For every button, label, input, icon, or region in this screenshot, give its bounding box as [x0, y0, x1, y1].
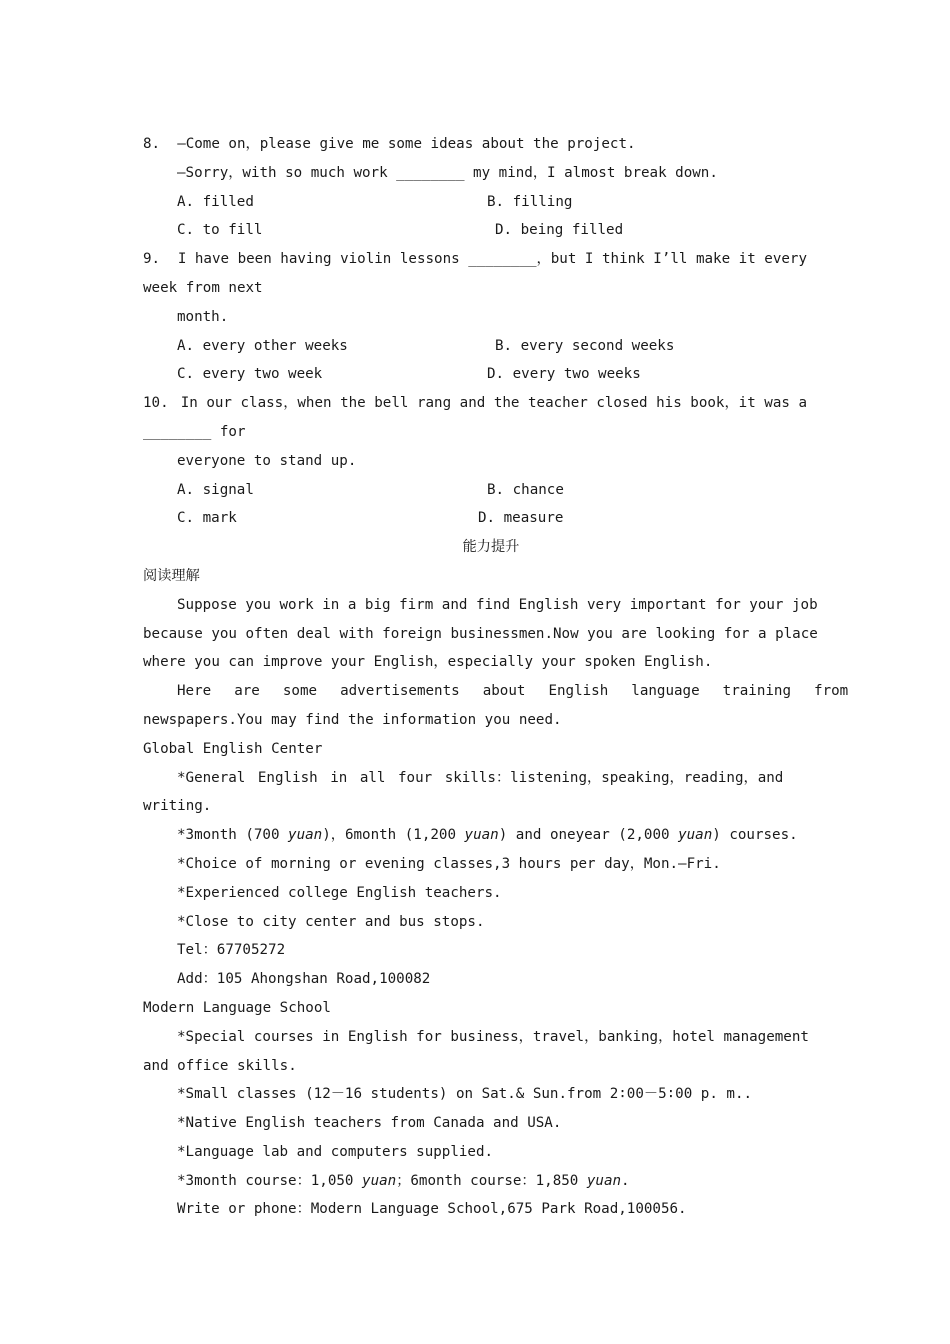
option-d: D. every two weeks	[487, 366, 641, 383]
ad1-line-3: *Choice of morning or evening classes,3 hours per day，Mon.—Fri.	[177, 855, 721, 872]
question-9-line-3: month.	[177, 308, 229, 325]
ad1-line-1: *General English in all four skills：listening，speaking，reading，and	[177, 769, 784, 786]
ad2-contact: Write or phone：Modern Language School,675 Park Road,100056.	[177, 1201, 687, 1218]
option-c: C. mark	[177, 510, 237, 527]
option-c: C. every two week	[177, 366, 323, 383]
passage-p1-line-1: Suppose you work in a big firm and find English very important for your job	[177, 596, 818, 613]
question-10-line-2: ________ for	[143, 423, 246, 440]
question-9-line-2: week from next	[143, 279, 263, 296]
ad2-line-3: *Native English teachers from Canada and USA.	[177, 1115, 562, 1132]
option-d: D. being filled	[495, 222, 624, 239]
option-b: B. chance	[487, 481, 564, 498]
document-page	[143, 130, 849, 1224]
ad1-line-4: *Experienced college English teachers.	[177, 884, 502, 901]
option-a: A. every other weeks	[177, 337, 348, 354]
ad1-tel: Tel：67705272	[177, 942, 286, 959]
option-d: D. measure	[478, 510, 564, 527]
passage-p1-line-2: because you often deal with foreign businessmen.Now you are looking for a place	[143, 625, 818, 642]
ad1-address: Add：105 Ahongshan Road,100082	[177, 971, 431, 988]
ad1-line-2: *3month (700 yuan)，6month (1,200 yuan) and oneyear (2,000 yuan) courses.	[177, 827, 798, 844]
ad2-name: Modern Language School	[143, 999, 331, 1016]
ad2-line-1-cont: and office skills.	[143, 1057, 297, 1074]
ad2-line-2: *Small classes (12－16 students) on Sat.& Sun.from 2∶00－5∶00 p. m..	[177, 1086, 753, 1103]
question-9-options-row-1	[143, 332, 807, 361]
ad1-line-1-cont: writing.	[143, 798, 212, 815]
ad1-line-5: *Close to city center and bus stops.	[177, 913, 485, 930]
ad1-name: Global English Center	[143, 740, 323, 757]
option-c: C. to fill	[177, 222, 263, 239]
option-b: B. every second weeks	[495, 337, 675, 354]
ad2-line-5: *3month course：1,050 yuan；6month course：1,850 yuan.	[177, 1172, 630, 1189]
question-8-line-2: —Sorry，with so much work ________ my mind，I almost break down.	[177, 164, 718, 181]
ad2-line-1: *Special courses in English for business，travel，banking，hotel management	[177, 1028, 809, 1045]
question-10-options-row-2	[143, 504, 807, 533]
question-9-options-row-2	[143, 360, 807, 389]
section-subtitle: 阅读理解	[143, 567, 200, 584]
question-8-options-row-1	[143, 188, 807, 217]
question-10-line-3: everyone to stand up.	[177, 452, 357, 469]
option-a: A. signal	[177, 481, 254, 498]
question-9-line-1: 9. I have been having violin lessons ________，but I think I’ll make it every	[143, 251, 807, 268]
question-10-options-row-1	[143, 476, 807, 505]
section-title: 能力提升	[462, 539, 520, 556]
ad2-line-4: *Language lab and computers supplied.	[177, 1143, 494, 1160]
question-10-line-1: 10. In our class，when the bell rang and the teacher closed his book，it was a	[143, 395, 807, 412]
option-b: B. filling	[487, 193, 573, 210]
passage-p2-line-2: newspapers.You may find the information you need.	[143, 711, 562, 728]
question-8-line-1: 8. —Come on，please give me some ideas about the project.	[143, 136, 636, 152]
passage-p1-line-3: where you can improve your English，especially your spoken English.	[143, 654, 713, 671]
passage-p2-line-1: Here are some advertisements about English language training from	[177, 683, 849, 700]
option-a: A. filled	[177, 193, 254, 210]
question-8-options-row-2	[143, 216, 807, 245]
